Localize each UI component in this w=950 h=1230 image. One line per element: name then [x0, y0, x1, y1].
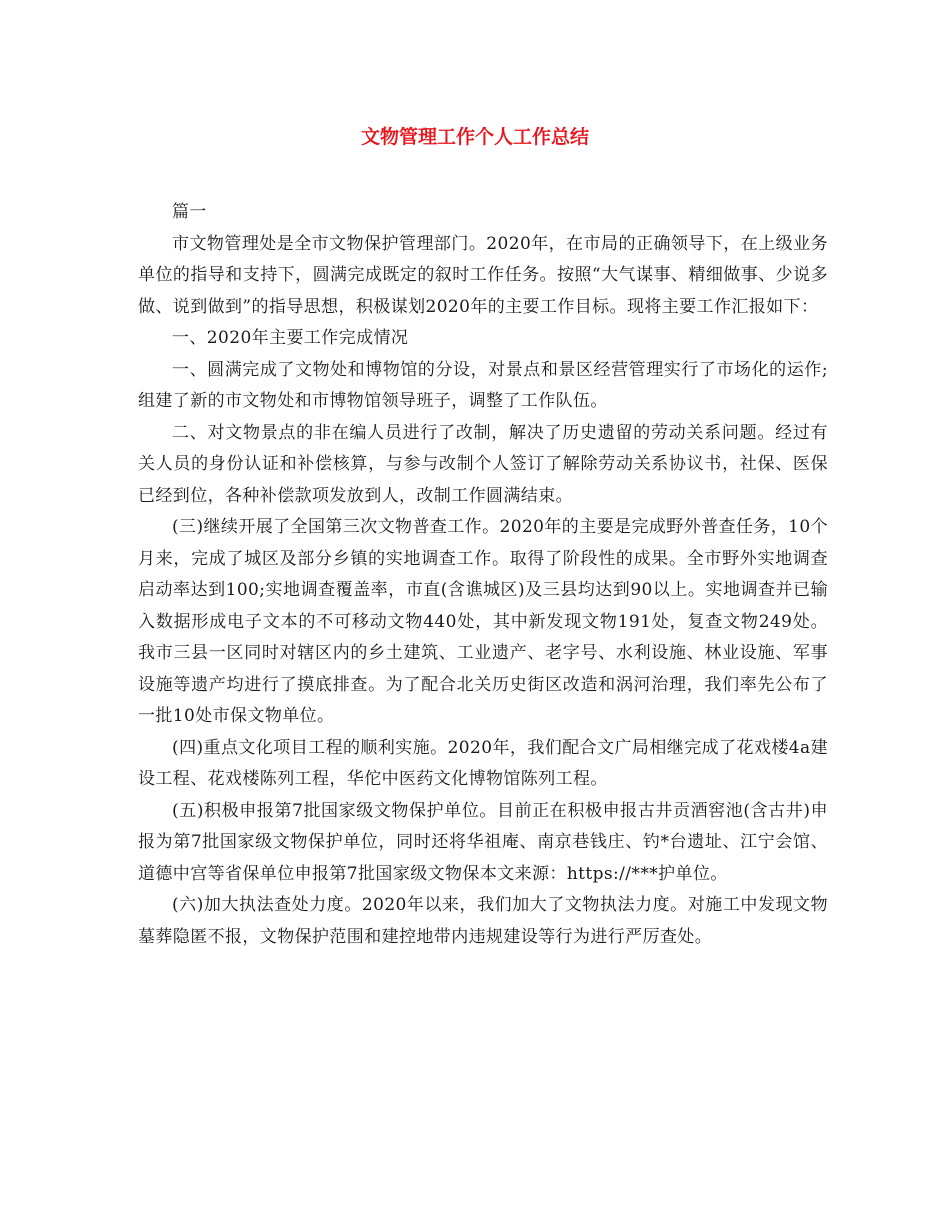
item-paragraph-5: (五)积极申报第7批国家级文物保护单位。目前正在积极申报古井贡酒窖池(含古井)申报为第7批国家级文物保护单位，同时还将华祖庵、南京巷钱庄、钓*台遗址、江宁会馆、道德中宫等省保单位申报第7批国家级文物保本文来源：https://***护单位。: [138, 800, 828, 884]
document-body: [138, 197, 828, 953]
intro-paragraph: 市文物管理处是全市文物保护管理部门。2020年，在市局的正确领导下，在上级业务单位的指导和支持下，圆满完成既定的叙时工作任务。按照“大气谋事、精细做事、少说多做、说到做到”的指导思想，积极谋划2020年的主要工作目标。现将主要工作汇报如下：: [138, 233, 828, 317]
document-title: 文物管理工作个人工作总结: [360, 126, 589, 148]
section-label: 篇一: [172, 202, 207, 222]
item-paragraph-3: (三)继续开展了全国第三次文物普查工作。2020年的主要是完成野外普查任务，10个月来，完成了城区及部分乡镇的实地调查工作。取得了阶段性的成果。全市野外实地调查启动率达到100;实地调查覆盖率，市直(含谯城区)及三县均达到90以上。实地调查并已输入数据形成电子文本的不可移动文物440处，其中新发现文物191处，复查文物249处。我市三县一区同时对辖区内的乡土建筑、工业遗产、老字号、水利设施、林业设施、军事设施等遗产均进行了摸底排查。为了配合北关历史街区改造和涡河治理，我们率先公布了一批10处市保文物单位。: [138, 517, 828, 726]
section-heading: 一、2020年主要工作完成情况: [172, 328, 409, 348]
item-paragraph-1: 一、圆满完成了文物处和博物馆的分设，对景点和景区经营管理实行了市场化的运作;组建了新的市文物处和市博物馆领导班子，调整了工作队伍。: [138, 359, 828, 411]
item-paragraph-2: 二、对文物景点的非在编人员进行了改制，解决了历史遗留的劳动关系问题。经过有关人员的身份认证和补偿核算，与参与改制个人签订了解除劳动关系协议书，社保、医保已经到位，各种补偿款项发放到人，改制工作圆满结束。: [138, 422, 828, 506]
item-paragraph-6: (六)加大执法查处力度。2020年以来，我们加大了文物执法力度。对施工中发现文物墓葬隐匿不报，文物保护范围和建控地带内违规建设等行为进行严厉查处。: [138, 895, 828, 947]
item-paragraph-4: (四)重点文化项目工程的顺利实施。2020年，我们配合文广局相继完成了花戏楼4a建设工程、花戏楼陈列工程，华佗中医药文化博物馆陈列工程。: [138, 737, 828, 789]
